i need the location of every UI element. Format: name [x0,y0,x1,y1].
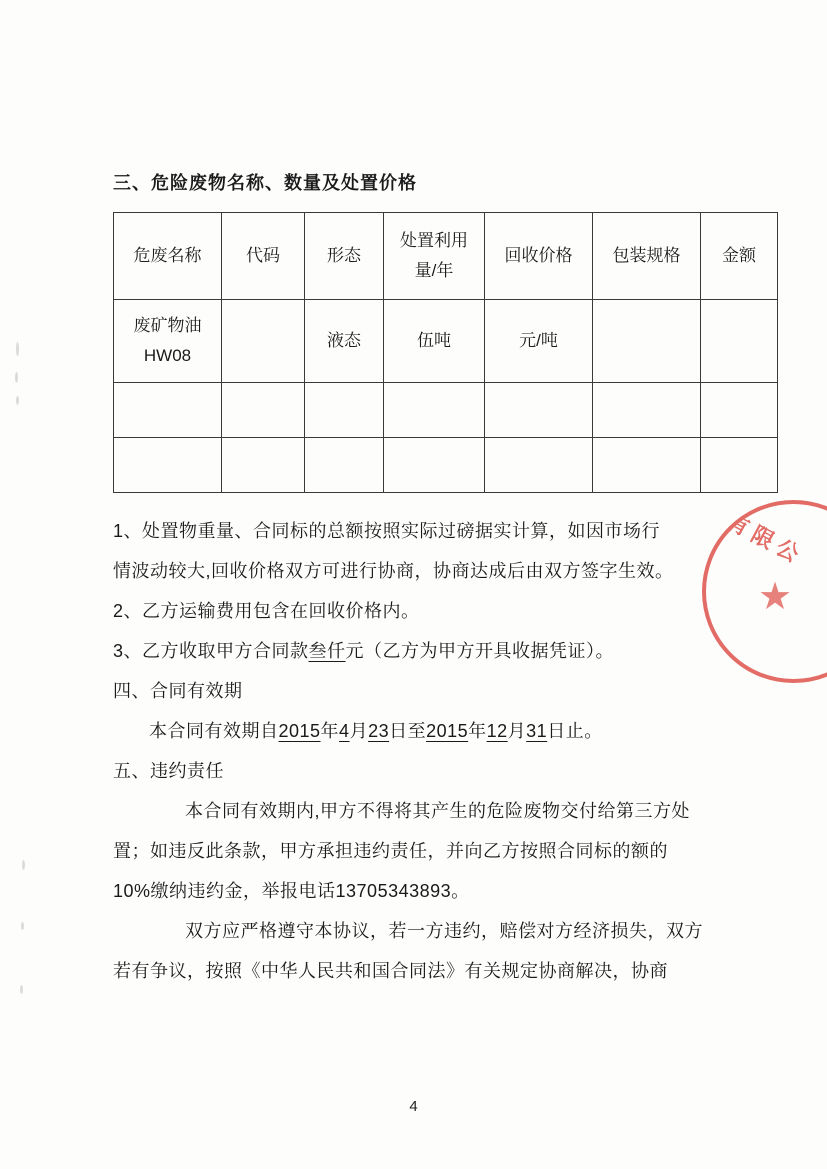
cell-quantity [384,438,485,493]
cell-form: 液态 [305,300,384,383]
cell-price: 元/吨 [485,300,593,383]
cell-name [114,383,222,438]
start-day: 23 [368,721,390,741]
cell-packaging [593,300,701,383]
breach-para2-line1: 双方应严格遵守本协议，若一方违约，赔偿对方经济损失，双方 [185,921,703,941]
clause-3-amount: 叁仟 [308,641,346,661]
cell-packaging [593,383,701,438]
table-header-price: 回收价格 [485,213,593,300]
cell-quantity: 伍吨 [384,300,485,383]
cell-form [305,438,384,493]
table-header [114,213,778,300]
start-year-unit: 年 [320,721,340,741]
page-number: 4 [409,1098,418,1115]
start-month-unit: 月 [349,721,369,741]
breach-para1-line1: 本合同有效期内,甲方不得将其产生的危险废物交付给第三方处 [185,801,690,821]
table-header-form: 形态 [305,213,384,300]
section-heading-4: 四、合同有效期 [113,681,243,701]
validity-prefix: 本合同有效期自 [149,721,279,741]
start-month: 4 [339,721,350,741]
table-header-amount: 金额 [701,213,778,300]
cell-amount [701,383,778,438]
cell-name-line2: HW08 [143,346,192,365]
cell-amount [701,300,778,383]
table-header-code: 代码 [222,213,305,300]
scan-speckle [16,396,19,405]
cell-name-line1: 废矿物油 [133,316,202,335]
seal-text: 有限公 [722,508,809,570]
end-year: 2015 [426,721,469,741]
cell-form [305,383,384,438]
cell-code [222,438,305,493]
end-month-unit: 月 [507,721,527,741]
cell-amount [701,438,778,493]
breach-para1-line3: 10%缴纳违约金，举报电话13705343893。 [113,881,470,901]
cell-packaging [593,438,701,493]
end-day-unit: 日止。 [547,721,603,741]
clause-2: 2、乙方运输费用包含在回收价格内。 [113,601,420,621]
cell-quantity [384,383,485,438]
end-month: 12 [486,721,508,741]
table-header-name: 危废名称 [114,213,222,300]
table-row [114,300,778,383]
table-header-quantity [384,213,485,300]
start-year: 2015 [278,721,321,741]
table-body [114,300,778,493]
table-header-row [114,213,778,300]
cell-code [222,300,305,383]
clause-3-prefix: 3、乙方收取甲方合同款 [113,641,309,661]
section-heading-3: 三、危险废物名称、数量及处置价格 [113,173,417,193]
hazardous-waste-table [113,212,778,493]
scan-speckle [21,922,24,930]
scan-speckle [16,342,19,356]
clause-1-line2: 情波动较大,回收价格双方可进行协商，协商达成后由双方签字生效。 [113,561,674,581]
cell-name [114,438,222,493]
seal-star-icon: ★ [758,576,793,618]
table-header-packaging: 包装规格 [593,213,701,300]
contract-validity-line [113,711,753,751]
breach-para1-line2: 置；如违反此条款，甲方承担违约责任，并向乙方按照合同标的额的 [113,841,668,861]
scan-speckle [15,372,18,383]
section-heading-5: 五、违约责任 [113,761,224,781]
clause-3 [113,631,753,671]
clause-1-line1: 1、处置物重量、合同标的总额按照实际过磅据实计算，如因市场行 [113,521,661,541]
cell-price [485,383,593,438]
start-day-unit: 日至 [389,721,427,741]
scan-speckle [22,860,25,870]
clause-3-suffix: 元（乙方为甲方开具收据凭证）。 [345,641,615,661]
table-row [114,438,778,493]
cell-price [485,438,593,493]
end-day: 31 [526,721,548,741]
table-header-quantity-line2: 量/年 [414,261,454,280]
table-header-quantity-line1: 处置利用 [400,231,468,250]
scan-speckle [20,985,23,994]
breach-para2-line2: 若有争议，按照《中华人民共和国合同法》有关规定协商解决，协商 [113,961,668,981]
end-year-unit: 年 [468,721,487,741]
cell-code [222,383,305,438]
cell-name [114,300,222,383]
document-content [113,168,756,991]
table-row [114,383,778,438]
